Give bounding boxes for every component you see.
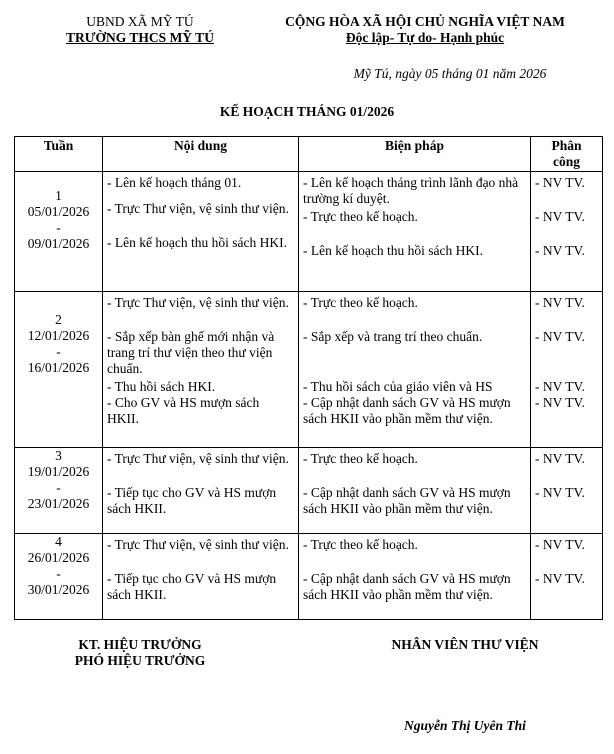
document-title: KẾ HOẠCH THÁNG 01/2026 (219, 104, 395, 119)
measure-item: - Thu hồi sách của giáo viên và HS (303, 379, 493, 394)
week-sep: - (56, 220, 61, 235)
measure-cell (299, 448, 531, 534)
content-cell (103, 534, 299, 620)
librarian-name: Nguyễn Thị Uyên Thi (404, 718, 526, 733)
measure-item: - Trực theo kế hoạch. (303, 295, 418, 310)
content-cell (103, 292, 299, 448)
measure-item: - Cập nhật danh sách GV và HS mượn sách HKII vào phần mềm thư viện. (303, 485, 511, 516)
assign-item: - NV TV. (535, 451, 585, 466)
plan-table (14, 136, 603, 620)
table-row (15, 172, 603, 292)
assign-item: - NV TV. (535, 175, 585, 190)
week-sep: - (56, 480, 61, 495)
week-sep: - (56, 344, 61, 359)
content-item: - Thu hồi sách HKI. (107, 379, 216, 394)
content-cell (103, 448, 299, 534)
week-end: 30/01/2026 (27, 582, 90, 597)
content-item: - Tiếp tục cho GV và HS mượn sách HKII. (107, 485, 277, 516)
assign-item: - NV TV. (535, 395, 585, 410)
week-number: 4 (55, 534, 62, 549)
content-item: - Trực Thư viện, vệ sinh thư viện. (107, 537, 289, 552)
week-start: 05/01/2026 (27, 204, 90, 219)
header-measure: Biện pháp (299, 137, 531, 172)
content-item: - Lên kế hoạch thu hồi sách HKI. (107, 235, 287, 250)
week-number: 3 (55, 448, 62, 463)
table-row (15, 534, 603, 620)
assign-item: - NV TV. (535, 379, 585, 394)
content-item: - Trực Thư viện, vệ sinh thư viện. (107, 451, 289, 466)
content-item: - Trực Thư viện, vệ sinh thư viện. (107, 295, 289, 310)
content-item: - Sắp xếp bàn ghế mới nhận và trang trí thư viện theo thư viện chuẩn. (107, 329, 275, 376)
measure-item: - Trực theo kế hoạch. (303, 451, 418, 466)
assign-item: - NV TV. (535, 243, 585, 258)
week-end: 23/01/2026 (27, 496, 90, 511)
assign-cell (531, 534, 603, 620)
measure-cell (299, 172, 531, 292)
week-number: 2 (55, 312, 62, 327)
assign-item: - NV TV. (535, 485, 585, 500)
week-cell (15, 292, 103, 448)
header-week: Tuần (15, 137, 103, 172)
week-cell (15, 534, 103, 620)
content-item: - Lên kế hoạch tháng 01. (107, 175, 242, 190)
week-end: 16/01/2026 (27, 360, 90, 375)
measure-item: - Lên kế hoạch tháng trình lãnh đạo nhà trường kí duyệt. (303, 175, 519, 206)
table-row (15, 292, 603, 448)
table-row (15, 448, 603, 534)
header-assign-line2: công (553, 154, 580, 169)
header-assign (531, 137, 603, 172)
week-start: 12/01/2026 (27, 328, 90, 343)
measure-item: - Trực theo kế hoạch. (303, 537, 418, 552)
measure-item: - Trực theo kế hoạch. (303, 209, 418, 224)
assign-item: - NV TV. (535, 209, 585, 224)
measure-item: - Cập nhật danh sách GV và HS mượn sách HKII vào phần mềm thư viện. (303, 571, 511, 602)
week-cell (15, 172, 103, 292)
assign-item: - NV TV. (535, 295, 585, 310)
principal-signature-line1: KT. HIỆU TRƯỞNG (78, 637, 202, 652)
assign-cell (531, 448, 603, 534)
measure-cell (299, 292, 531, 448)
content-item: - Trực Thư viện, vệ sinh thư viện. (107, 201, 289, 216)
date-line: Mỹ Tú, ngày 05 tháng 01 năm 2026 (353, 66, 547, 81)
table-header-row (15, 137, 603, 172)
assign-item: - NV TV. (535, 329, 585, 344)
assign-item: - NV TV. (535, 537, 585, 552)
header-content: Nội dung (103, 137, 299, 172)
issuer-authority: UBND XÃ MỸ TÚ (86, 14, 194, 29)
measure-item: - Lên kế hoạch thu hồi sách HKI. (303, 243, 483, 258)
assign-cell (531, 172, 603, 292)
national-heading (255, 14, 595, 46)
national-title: CỘNG HÒA XÃ HỘI CHỦ NGHĨA VIỆT NAM (285, 14, 565, 29)
content-item: - Cho GV và HS mượn sách HKII. (107, 395, 260, 426)
content-cell (103, 172, 299, 292)
week-number: 1 (55, 188, 62, 203)
assign-cell (531, 292, 603, 448)
week-sep: - (56, 566, 61, 581)
national-motto: Độc lập- Tự do- Hạnh phúc (345, 30, 505, 45)
assign-item: - NV TV. (535, 571, 585, 586)
week-cell (15, 448, 103, 534)
week-end: 09/01/2026 (27, 236, 90, 251)
principal-signature-line2: PHÓ HIỆU TRƯỞNG (74, 653, 206, 668)
measure-cell (299, 534, 531, 620)
content-item: - Tiếp tục cho GV và HS mượn sách HKII. (107, 571, 277, 602)
issuer-school: TRƯỜNG THCS MỸ TÚ (66, 30, 214, 45)
header-assign-line1: Phân (551, 138, 582, 153)
measure-item: - Cập nhật danh sách GV và HS mượn sách HKII vào phần mềm thư viện. (303, 395, 511, 426)
week-start: 19/01/2026 (27, 464, 90, 479)
week-start: 26/01/2026 (27, 550, 90, 565)
librarian-signature-title: NHÂN VIÊN THƯ VIỆN (391, 637, 539, 652)
issuer-block (30, 14, 250, 46)
principal-signature-block (30, 637, 250, 669)
measure-item: - Sắp xếp và trang trí theo chuẩn. (303, 329, 483, 344)
